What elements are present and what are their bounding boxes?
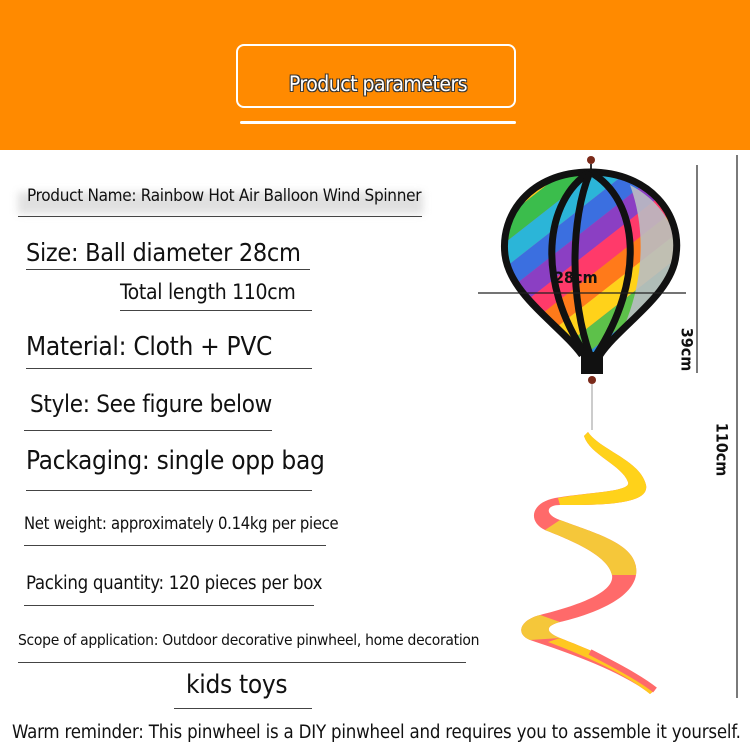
balloon-basket bbox=[581, 352, 603, 374]
top-bead bbox=[587, 156, 595, 164]
page-title: Product parameters bbox=[288, 72, 468, 96]
spiral-tail bbox=[521, 432, 655, 694]
material-text: Material: Cloth + PVC bbox=[26, 332, 273, 362]
kids-toys-text: kids toys bbox=[186, 670, 288, 700]
packing-quantity-text: Packing quantity: 120 pieces per box bbox=[26, 573, 323, 594]
size-text: Size: Ball diameter 28cm bbox=[26, 238, 301, 267]
total-length-text: Total length 110cm bbox=[120, 280, 296, 304]
scope-text: Scope of application: Outdoor decorative pinwheel, home decoration bbox=[18, 631, 480, 649]
balloon-height-label: 39cm bbox=[677, 327, 697, 372]
net-weight-text: Net weight: approximately 0.14kg per piece bbox=[24, 514, 339, 533]
packaging-text: Packaging: single opp bag bbox=[26, 446, 325, 476]
warm-reminder: Warm reminder: This pinwheel is a DIY pinwheel and requires you to assemble it yourself. bbox=[12, 722, 741, 743]
total-height-label: 110cm bbox=[712, 422, 732, 477]
diameter-label: 28cm bbox=[554, 268, 598, 287]
product-name-text: Product Name: Rainbow Hot Air Balloon Wind Spinner bbox=[27, 186, 422, 206]
style-text: Style: See figure below bbox=[30, 390, 272, 418]
